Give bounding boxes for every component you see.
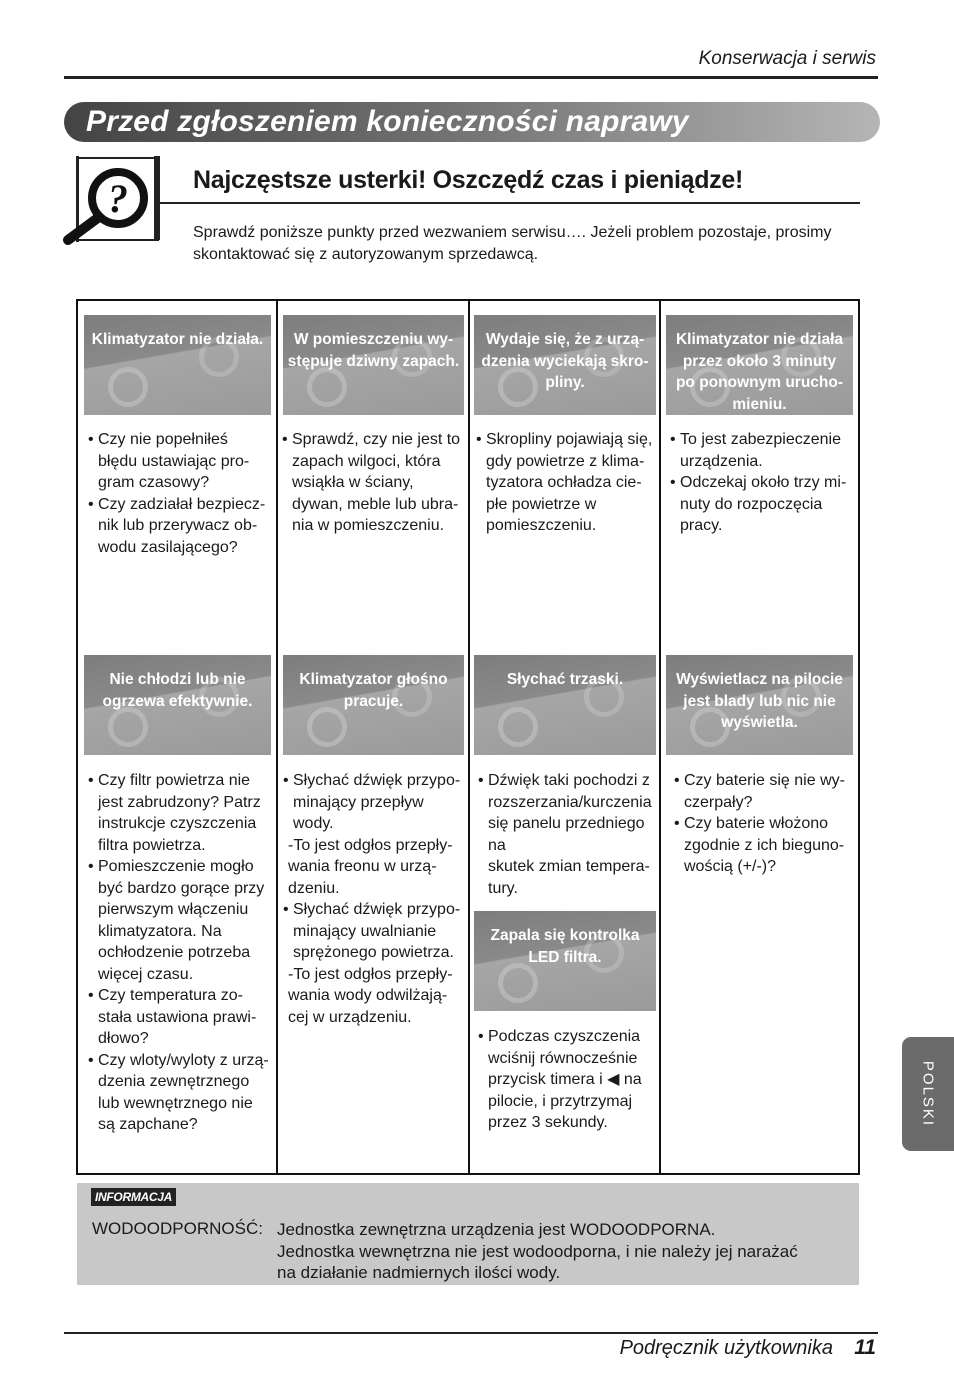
problem-tile xyxy=(84,655,271,755)
header-rule xyxy=(64,76,878,79)
list-item: • Słychać dźwięk przypo- minający przepływ wody. xyxy=(283,770,467,835)
language-tab xyxy=(902,1037,954,1151)
problem-title: Słychać trzaski. xyxy=(506,671,624,688)
check-list xyxy=(283,770,467,1028)
list-item: • Sprawdź, czy nie jest to zapach wilgoci, która wsiąkła w ściany, dywan, meble lub ubra- nia w pomieszczeniu. xyxy=(282,429,466,537)
magnifier-question-icon xyxy=(62,156,162,246)
info-label: WODOODPORNOŚĆ: xyxy=(92,1219,263,1238)
column-divider xyxy=(276,301,278,1173)
list-item: • Czy zadziałał bezpiecz- nik lub przerywacz ob- wodu zasilającego? xyxy=(88,494,274,559)
problem-title: Nie chłodzi lub nie ogrzewa efektywnie. xyxy=(102,671,253,710)
check-list xyxy=(88,770,274,1136)
list-item: • Czy nie popełniłeś błędu ustawiając pro- gram czasowy? xyxy=(88,429,274,494)
problem-tile xyxy=(474,315,656,415)
problem-tile xyxy=(283,315,464,415)
subheading: Najczęstsze usterki! Oszczędź czas i pieniądze! xyxy=(193,166,744,194)
language-label: POLSKI xyxy=(919,1060,937,1128)
footer-rule xyxy=(64,1332,878,1334)
footer-title: Podręcznik użytkownika xyxy=(619,1337,833,1359)
problem-tile xyxy=(84,315,271,415)
check-list xyxy=(282,429,466,537)
list-item: • Słychać dźwięk przypo- minający uwalnianie sprężonego powietrza. xyxy=(283,899,467,964)
svg-text:?: ? xyxy=(108,176,128,221)
list-item: • To jest zabezpieczenie urządzenia. xyxy=(670,429,856,472)
check-list xyxy=(88,429,274,558)
list-item: • Czy filtr powietrza nie jest zabrudzony? Patrz instrukcje czyszczenia filtra powietrza. xyxy=(88,770,274,856)
section-header: Konserwacja i serwis xyxy=(698,48,876,69)
problem-title: Klimatyzator nie działa przez około 3 minuty po ponownym urucho- mieniu. xyxy=(675,331,844,413)
intro-text: Sprawdź poniższe punkty przed wezwaniem serwisu…. Jeżeli problem pozostaje, prosimy skontaktować się z autoryzowanym sprzedawcą. xyxy=(193,224,832,263)
problem-tile xyxy=(474,655,656,755)
troubleshooting-grid xyxy=(76,299,860,1175)
list-item: • Podczas czyszczenia wciśnij równocześnie przycisk timera i ◀ na pilocie, i przytrzymaj przez 3 sekundy. xyxy=(478,1026,662,1134)
problem-title: Wydaje się, że z urzą- dzenia wyciekają skro- pliny. xyxy=(481,331,649,391)
list-item: • Czy temperatura zo- stała ustawiona prawi- dłowo? xyxy=(88,985,274,1050)
list-item: • Czy wloty/wyloty z urzą- dzenia zewnętrznego lub wewnętrznego nie są zapchane? xyxy=(88,1050,274,1136)
list-item: • Dźwięk taki pochodzi z rozszerzania/kurczenia się panelu przedniego na skutek zmian tempera- tury. xyxy=(478,770,662,899)
list-item: -To jest odgłos przepły- wania wody odwilżają- cej w urządzeniu. xyxy=(288,965,453,1026)
problem-title: Wyświetlacz na pilocie jest blady lub nic nie wyświetla. xyxy=(676,671,843,731)
check-list xyxy=(478,770,662,899)
list-item: • Czy baterie włożono zgodnie z ich bieguno- wością (+/-)? xyxy=(674,813,858,878)
page-title: Przed zgłoszeniem konieczności naprawy xyxy=(86,105,689,138)
problem-title: Zapala się kontrolka LED filtra. xyxy=(490,927,640,966)
list-item: • Pomieszczenie mogło być bardzo gorące przy pierwszym włączeniu klimatyzatora. Na ochłodzenie potrzeba więcej czasu. xyxy=(88,856,274,985)
list-item: • Czy baterie się nie wy- czerpały? xyxy=(674,770,858,813)
problem-title: Klimatyzator nie działa. xyxy=(91,331,264,348)
list-item: • Odczekaj około trzy mi- nuty do rozpoczęcia pracy. xyxy=(670,472,856,537)
page-number: 11 xyxy=(854,1336,876,1359)
problem-tile xyxy=(474,911,656,1011)
info-text: Jednostka zewnętrzna urządzenia jest WODOODPORNA. Jednostka wewnętrzna nie jest wodoodporna, i nie należy jej narażać na działanie nadmiernych ilości wody. xyxy=(277,1220,798,1282)
subheading-rule xyxy=(160,202,860,204)
info-box xyxy=(77,1183,859,1285)
problem-title: W pomieszczeniu wy- stępuje dziwny zapach. xyxy=(287,331,460,370)
info-badge: INFORMACJA xyxy=(91,1188,176,1206)
problem-title: Klimatyzator głośno pracuje. xyxy=(299,671,448,710)
list-item: • Skropliny pojawiają się, gdy powietrze z klima- tyzatora ochładza cie- płe powietrze w pomieszczeniu. xyxy=(476,429,660,537)
title-banner xyxy=(64,102,880,142)
problem-tile xyxy=(666,315,853,415)
check-list xyxy=(670,429,856,537)
column-divider xyxy=(468,301,470,1173)
list-item: -To jest odgłos przepły- wania freonu w urzą- dzeniu. xyxy=(288,836,453,897)
check-list xyxy=(478,1026,662,1134)
check-list xyxy=(674,770,858,878)
check-list xyxy=(476,429,660,537)
problem-tile xyxy=(666,655,853,755)
problem-tile xyxy=(283,655,464,755)
